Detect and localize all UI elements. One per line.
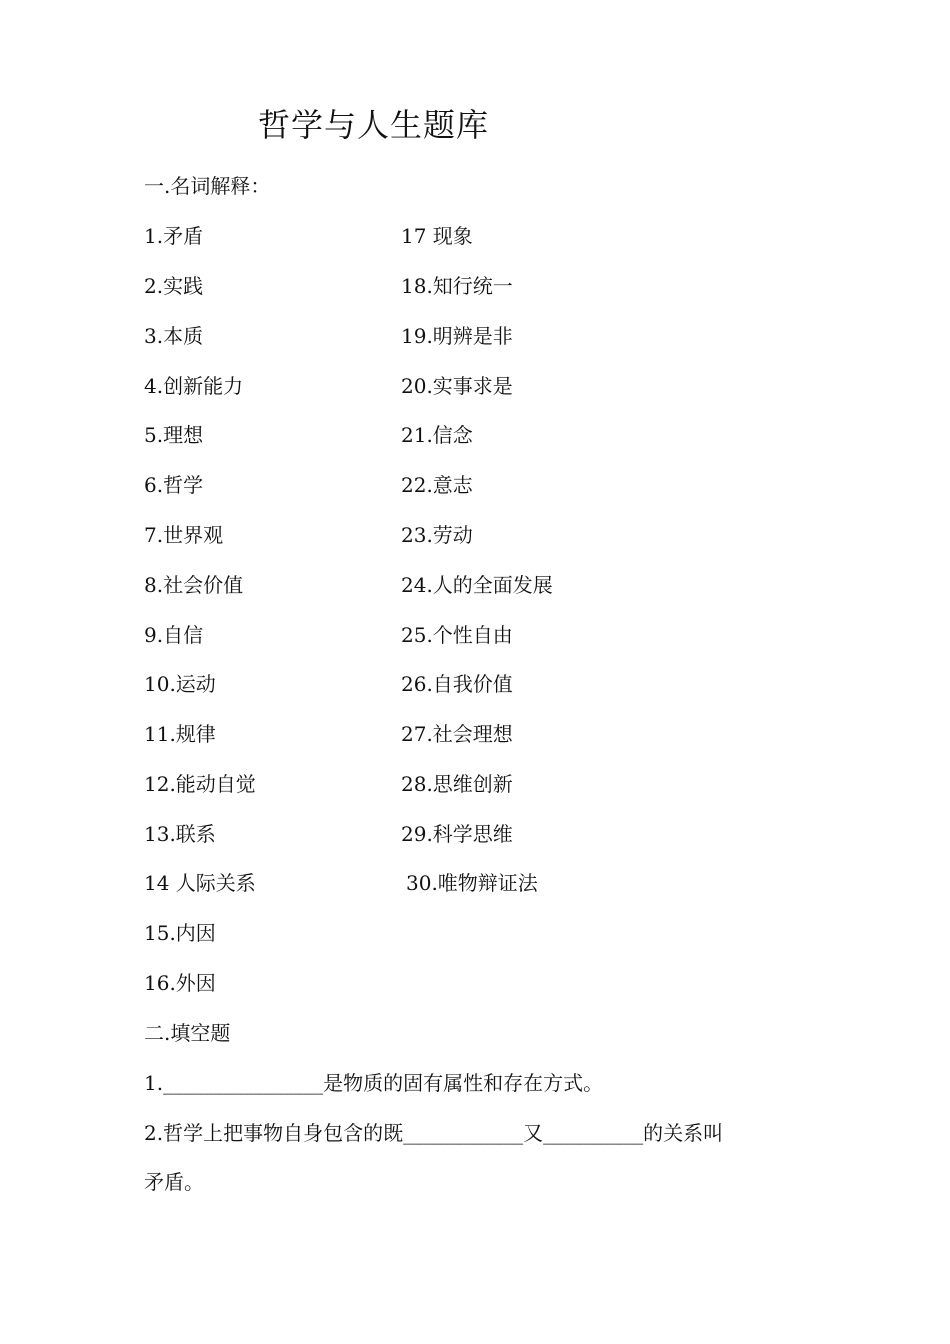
term-item: 6.哲学 [144, 473, 204, 497]
term-item: 4.创新能力 [144, 374, 244, 398]
term-item: 15.内因 [144, 921, 216, 945]
term-item: 10.运动 [144, 672, 216, 696]
term-item: 19.明辨是非 [401, 324, 513, 348]
term-item: 8.社会价值 [144, 573, 244, 597]
fill-in-question-2: 2.哲学上把事物自身包含的既____________又__________的关系叫 [144, 1121, 724, 1145]
section-heading-definitions: 一.名词解释： [144, 174, 271, 198]
term-item: 28.思维创新 [401, 772, 513, 796]
term-item: 7.世界观 [144, 523, 224, 547]
term-item: 25.个性自由 [401, 623, 513, 647]
term-item: 24.人的全面发展 [401, 573, 553, 597]
term-item: 26.自我价值 [401, 672, 513, 696]
fill-in-question-1: 1.________________是物质的固有属性和存在方式。 [144, 1071, 604, 1095]
term-item: 14 人际关系 [144, 871, 256, 895]
section-heading-fill-in: 二.填空题 [144, 1021, 231, 1045]
term-item: 9.自信 [144, 623, 204, 647]
term-item: 30.唯物辩证法 [406, 871, 538, 895]
term-item: 21.信念 [401, 423, 473, 447]
page-title: 哲学与人生题库 [258, 106, 490, 144]
term-item: 27.社会理想 [401, 722, 513, 746]
term-item: 16.外因 [144, 971, 216, 995]
term-item: 5.理想 [144, 423, 204, 447]
term-item: 18.知行统一 [401, 274, 513, 298]
term-item: 11.规律 [144, 722, 216, 746]
term-item: 20.实事求是 [401, 374, 513, 398]
term-item: 17 现象 [401, 224, 473, 248]
term-item: 22.意志 [401, 473, 473, 497]
term-item: 13.联系 [144, 822, 216, 846]
fill-in-question-2-continued: 矛盾。 [144, 1170, 204, 1194]
term-item: 2.实践 [144, 274, 204, 298]
term-item: 29.科学思维 [401, 822, 513, 846]
term-item: 23.劳动 [401, 523, 473, 547]
term-item: 12.能动自觉 [144, 772, 256, 796]
term-item: 3.本质 [144, 324, 204, 348]
term-item: 1.矛盾 [144, 224, 204, 248]
